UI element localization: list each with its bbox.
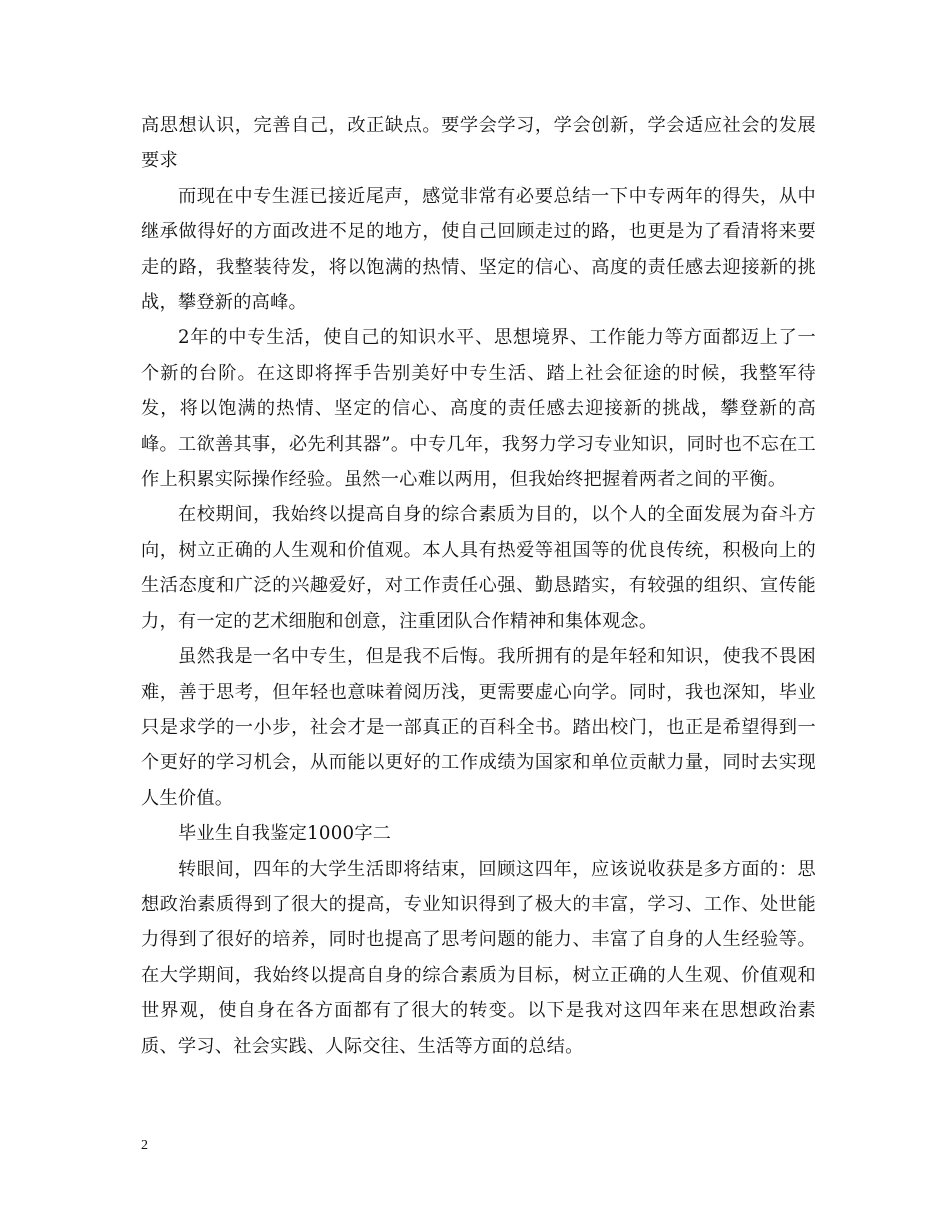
paragraph-4: 在校期间，我始终以提高自身的综合素质为目的，以个人的全面发展为奋斗方向，树立正确的人生观和价值观。本人具有热爱等祖国等的优良传统，积极向上的生活态度和广泛的兴趣爱好，对工作责任心强、勤恳踏实，有较强的组织、宣传能力，有一定的艺术细胞和创意，注重团队合作精神和集体观念。 bbox=[141, 504, 816, 632]
paragraph-1: 高思想认识，完善自己，改正缺点。要学会学习，学会创新，学会适应社会的发展要求 bbox=[141, 115, 816, 172]
page-number: 2 bbox=[141, 1138, 148, 1153]
paragraph-3: 2年的中专生活，使自己的知识水平、思想境界、工作能力等方面都迈上了一个新的台阶。在这即将挥手告别美好中专生活、踏上社会征途的时候，我整军待发，将以饱满的热情、坚定的信心、高度的责任感去迎接新的挑战，攀登新的高峰。工欲善其事，必先利其器”。中专几年，我努力学习专业知识，同时也不忘在工作上积累实际操作经验。虽然一心难以两用，但我始终把握着两者之间的平衡。 bbox=[141, 327, 816, 491]
paragraph-2: 而现在中专生涯已接近尾声，感觉非常有必要总结一下中专两年的得失，从中继承做得好的方面改进不足的地方，使自己回顾走过的路，也更是为了看清将来要走的路，我整装待发，将以饱满的热情、坚定的信心、高度的责任感去迎接新的挑战，攀登新的高峰。 bbox=[141, 185, 816, 314]
paragraph-5: 虽然我是一名中专生，但是我不后悔。我所拥有的是年轻和知识，使我不畏困难，善于思考，但年轻也意味着阅历浅，更需要虚心向学。同时，我也深知，毕业只是求学的一小步，社会才是一部真正的百科全书。踏出校门，也正是希望得到一个更好的学习机会，从而能以更好的工作成绩为国家和单位贡献力量，同时去实现人生价值。 bbox=[141, 646, 816, 809]
document-body bbox=[141, 108, 816, 1064]
paragraph-7: 转眼间，四年的大学生活即将结束，回顾这四年，应该说收获是多方面的：思想政治素质得到了很大的提高，专业知识得到了极大的丰富，学习、工作、处世能力得到了很好的培养，同时也提高了思考问题的能力、丰富了自身的人生经验等。在大学期间，我始终以提高自身的综合素质为目标，树立正确的人生观、价值观和世界观，使自身在各方面都有了很大的转变。以下是我对这四年来在思想政治素质、学习、社会实践、人际交往、生活等方面的总结。 bbox=[141, 858, 816, 1057]
section-heading: 毕业生自我鉴定1000字二 bbox=[178, 823, 392, 845]
